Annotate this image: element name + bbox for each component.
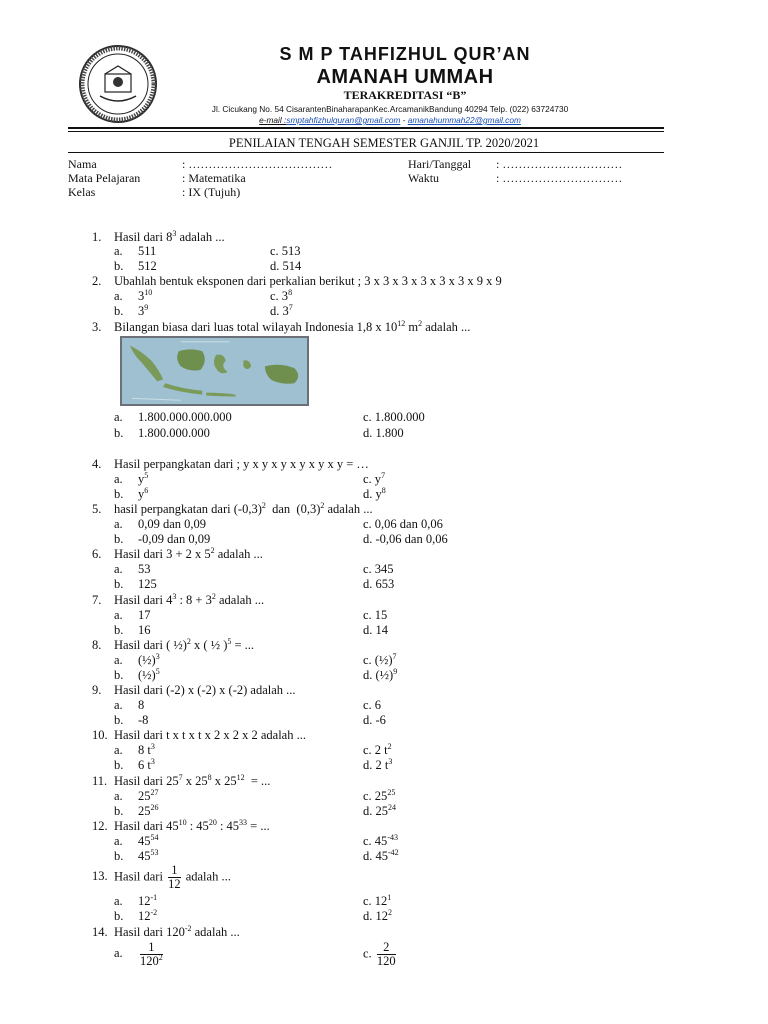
q10-option-a: a. 8 $t^3$ [114, 742, 155, 757]
q5-option-d: d. -0,06 dan 0,06 [363, 532, 448, 546]
q14-a-fraction: $\frac{1}{120^2}$ [140, 940, 163, 968]
q8-option-c: c. (½)$^7$ [363, 652, 397, 667]
school-name: S M P TAHFIZHUL QUR’AN [279, 44, 531, 64]
q14-c-fraction: $\frac{2}{120}$ [376, 940, 396, 968]
q3-option-c: c. 1.800.000 [363, 410, 425, 424]
question-6: 6. Hasil dari 3 + 2 x $5^2$ adalah ... [92, 546, 263, 561]
q11-option-d: d. $25^{24}$ [363, 803, 396, 818]
q4-option-c: c. $y^7$ [363, 471, 386, 486]
q11-option-c: c. $25^{25}$ [363, 788, 396, 803]
question-9: 9. Hasil dari (-2) x (-2) x (-2) adalah ... [92, 683, 296, 697]
question-7: 7. Hasil dari $4^3$ : $8 + 3^2$ adalah ... [92, 592, 265, 607]
q8-option-d: d. (½)$^9$ [363, 667, 398, 682]
q12-option-d: d. $45^{-42}$ [363, 848, 399, 863]
q7-option-c: c. 15 [363, 608, 388, 622]
q10-option-d: d. 2 $t^3$ [363, 757, 393, 772]
question-2: 2. Ubahlah bentuk eksponen dari perkalian berikut ; 3 x 3 x 3 x 3 x 3 x 3 x 9 x 9 [92, 274, 502, 288]
q4-option-d: d. $y^8$ [363, 486, 386, 501]
question-14: 14. Hasil dari $120^{-2}$ adalah ... [92, 924, 240, 939]
q9-option-a: a. 8 [114, 698, 145, 712]
q14-option-c: c. $\frac{2}{120}$ [363, 940, 396, 968]
q9-option-b: b. -8 [114, 713, 149, 727]
q6-option-d: d. 653 [363, 577, 395, 591]
q13-option-c: c. $12^1$ [363, 893, 392, 908]
question-11: 11. Hasil dari $25^7$ x $25^8$ x $25^{12}$ = ... [92, 773, 271, 788]
q10-option-c: c. 2 $t^2$ [363, 742, 392, 757]
nama-field[interactable]: : ……………………………… [182, 157, 333, 171]
q12-option-a: a. $45^{54}$ [114, 833, 159, 848]
q3-option-b: b. 1.800.000.000 [114, 426, 210, 440]
accreditation: TERAKREDITASI “B” [343, 88, 467, 102]
q6-option-c: c. 345 [363, 562, 394, 576]
q1-option-c: c. 513 [270, 244, 301, 258]
q5-option-c: c. 0,06 dan 0,06 [363, 517, 443, 531]
q7-option-a: a. 17 [114, 608, 151, 622]
q6-option-b: b. 125 [114, 577, 157, 591]
waktu-label: Waktu [408, 171, 440, 185]
q8-option-b: b. (½)$^5$ [114, 667, 160, 682]
q13-option-a: a. $12^{-1}$ [114, 893, 158, 908]
q9-option-d: d. -6 [363, 713, 386, 727]
question-8: 8. Hasil dari ( ½)$^2$ x ( ½ )$^5$ = ... [92, 637, 255, 652]
header-rule [68, 127, 664, 129]
q14-option-a: a. $\frac{1}{120^2}$ [114, 940, 163, 968]
q4-option-a: a. $y^5$ [114, 471, 149, 486]
waktu-field[interactable]: : ………………………… [496, 171, 623, 185]
hari-label: Hari/Tanggal [408, 157, 472, 171]
school-address: Jl. Cicukang No. 54 CisarantenBinaharapanKec.ArcamanikBandung 40294 Telp. (022) 63724730 [211, 104, 569, 114]
q6-option-a: a. 53 [114, 562, 151, 576]
q4-option-b: b. $y^6$ [114, 486, 149, 501]
title-rule [68, 152, 664, 153]
q2-option-c: c. $3^8$ [270, 288, 293, 303]
email-link-2[interactable]: amanahummah22@gmail.com [407, 115, 521, 125]
q9-option-c: c. 6 [363, 698, 382, 712]
kelas-label: Kelas [68, 185, 96, 199]
kelas-value: : IX (Tujuh) [182, 185, 241, 199]
question-10: 10. Hasil dari t x t x t x 2 x 2 x 2 adalah ... [92, 728, 306, 742]
q13-option-d: d. $12^2$ [363, 908, 392, 923]
email-label: e-mail : [259, 115, 287, 125]
q7-option-b: b. 16 [114, 623, 151, 637]
q1-option-b: b. 512 [114, 259, 157, 273]
q7-option-d: d. 14 [363, 623, 388, 637]
q10-option-b: b. 6 $t^3$ [114, 757, 155, 772]
q11-option-b: b. $25^{26}$ [114, 803, 159, 818]
q3-option-d: d. 1.800 [363, 426, 404, 440]
q12-option-c: c. $45^{-43}$ [363, 833, 398, 848]
q5-option-a: a. 0,09 dan 0,09 [114, 517, 207, 531]
q5-option-b: b. -0,09 dan 0,09 [114, 532, 211, 546]
nama-label: Nama [68, 157, 97, 171]
hari-field[interactable]: : ………………………… [496, 157, 623, 171]
school-email [150, 115, 630, 125]
email-separator: - [400, 115, 408, 125]
q13-option-b: b. $12^{-2}$ [114, 908, 158, 923]
q1-option-d: d. 514 [270, 259, 302, 273]
q12-option-b: b. $45^{53}$ [114, 848, 159, 863]
exam-title: PENILAIAN TENGAH SEMESTER GANJIL TP. 2020/2021 [228, 136, 540, 150]
question-13: 13. Hasil dari $\frac{1}{12}$ adalah ... [92, 863, 231, 891]
question-12: 12. Hasil dari $45^{10}$ : $45^{20}$ : $45^{33}$ = ... [92, 818, 270, 833]
q2-option-d: d. $3^7$ [270, 303, 293, 318]
mapel-value: : Matematika [182, 171, 246, 185]
q3-option-a: a. 1.800.000.000.000 [114, 410, 232, 424]
q1-option-a: a. 511 [114, 244, 157, 258]
question-1: 1. Hasil dari $8^3$ adalah ... [92, 229, 225, 244]
mapel-label: Mata Pelajaran [68, 171, 141, 185]
q11-option-a: a. $25^{27}$ [114, 788, 159, 803]
q2-option-a: a. $3^{10}$ [114, 288, 153, 303]
q2-option-b: b. $3^9$ [114, 303, 149, 318]
q13-fraction: $\frac{1}{12}$ [168, 863, 181, 891]
school-subtitle: AMANAH UMMAH [316, 66, 494, 88]
school-logo [78, 44, 158, 124]
header-rule-thin [68, 131, 664, 132]
question-4: 4. Hasil perpangkatan dari ; y x y x y x y x y x y = … [92, 457, 369, 471]
email-link-1[interactable]: smptahfizhulquran@gmail.com [286, 115, 401, 125]
question-3: 3. Bilangan biasa dari luas total wilayah Indonesia 1,8 x $10^{12}$ $m^2$ adalah ... [92, 319, 471, 334]
q8-option-a: a. (½)$^3$ [114, 652, 160, 667]
question-5: 5. hasil perpangkatan dari $(-0,3)^2$ dan $(0,3)^2$ adalah ... [92, 501, 373, 516]
indonesia-map-image [120, 336, 309, 406]
